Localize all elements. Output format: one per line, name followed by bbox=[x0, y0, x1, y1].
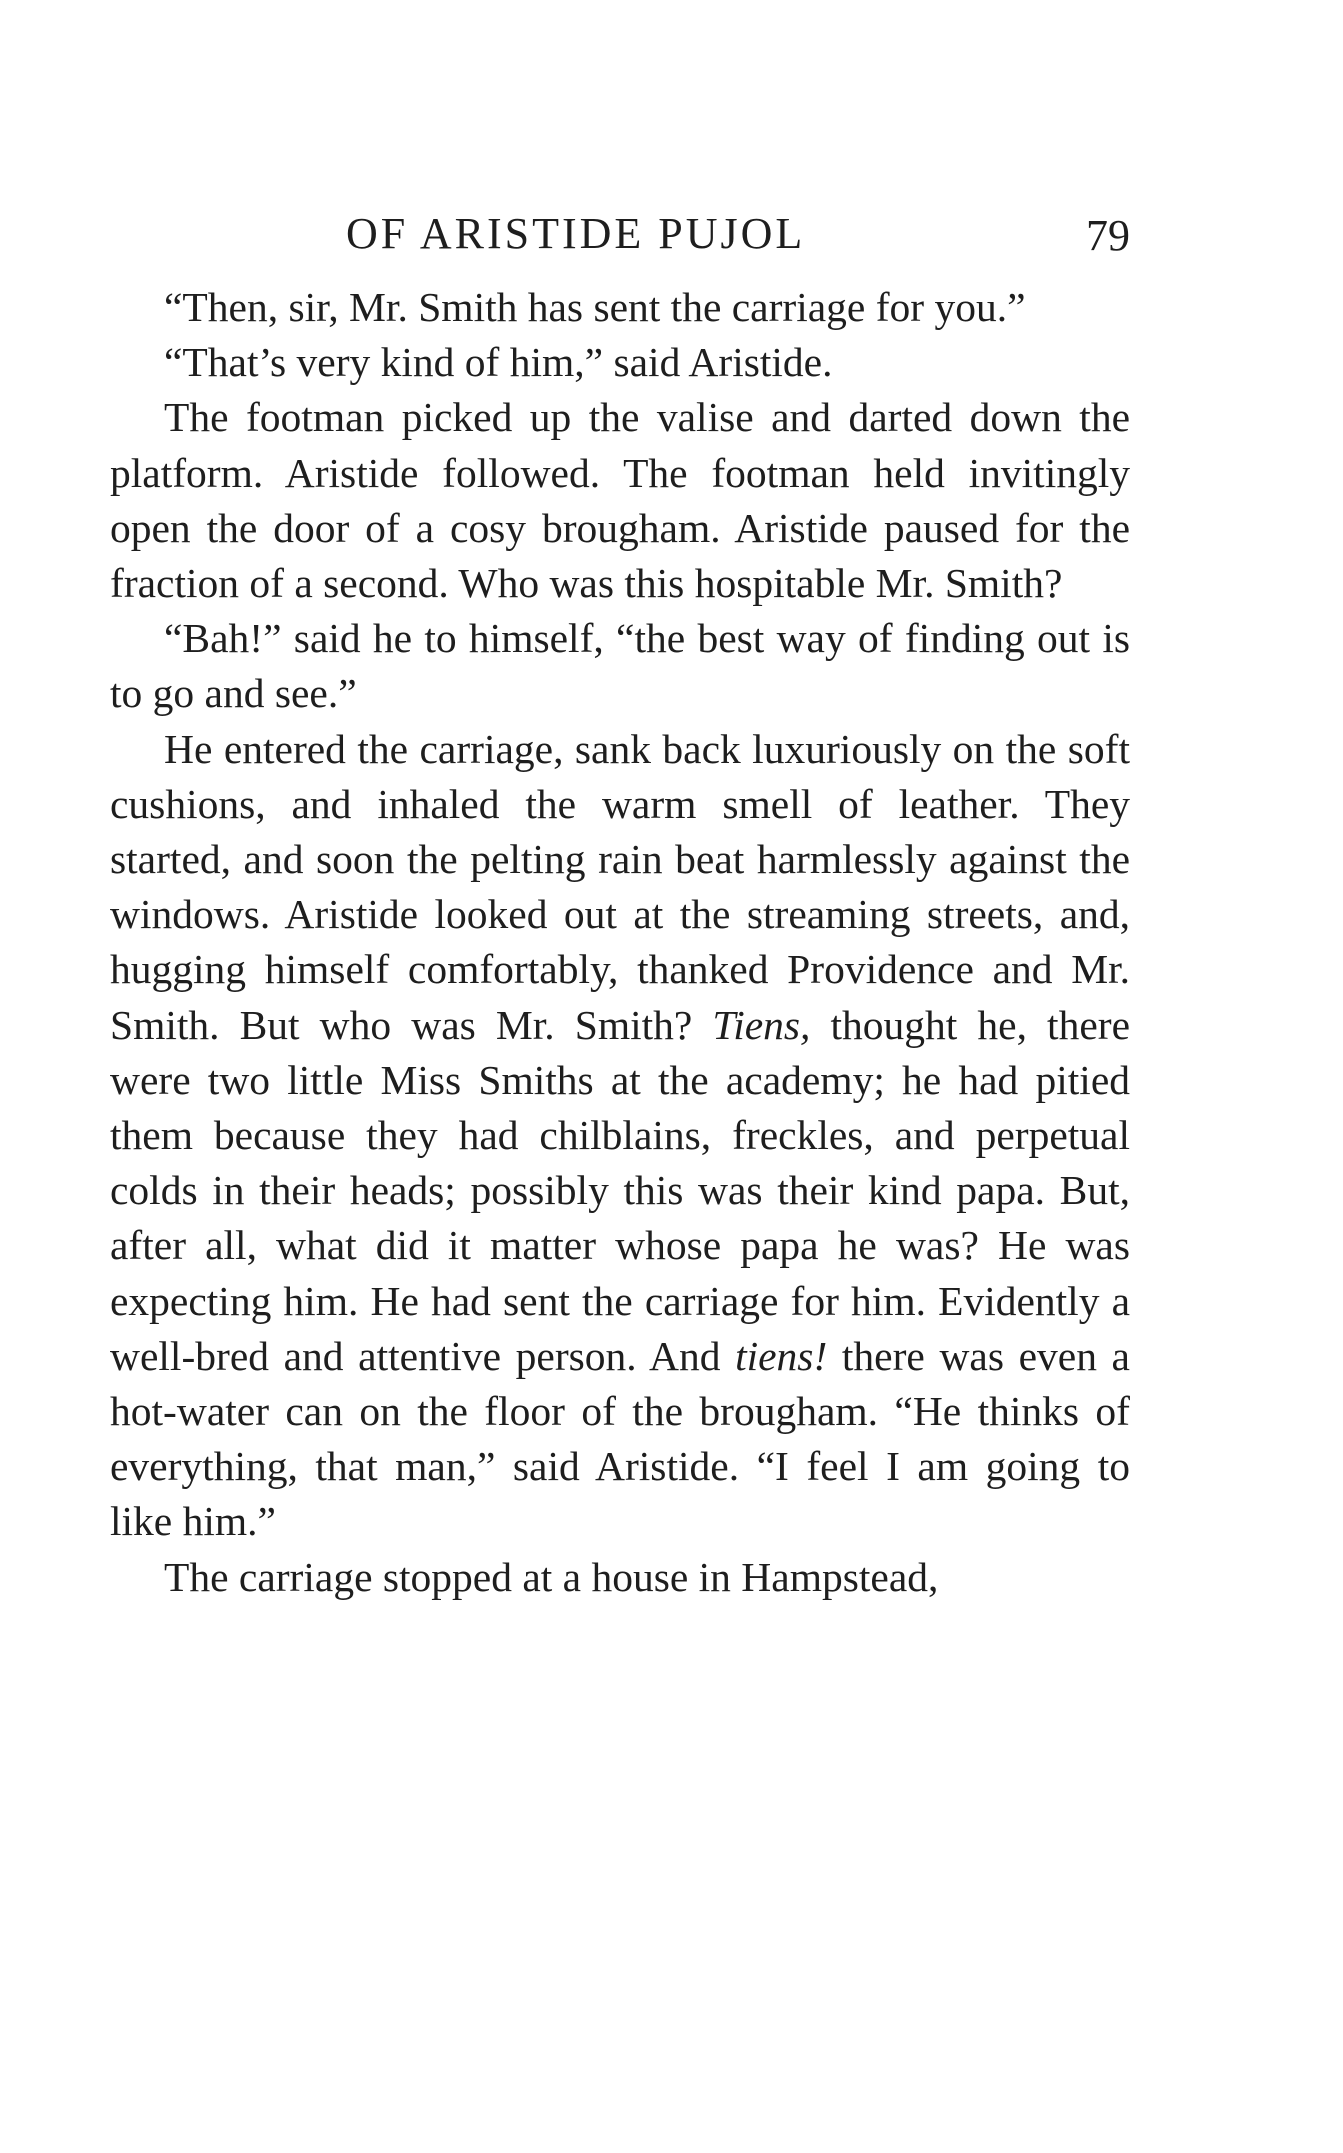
paragraph bbox=[110, 280, 1130, 335]
paragraph bbox=[110, 611, 1130, 721]
text-run: He entered the carriage, sank back luxuriously on the soft cushions, and inhaled the warm smell of leather. They started, and soon the pelting rain beat harmlessly against the windows. Aristide looked out at the streaming streets, and, hugging himself comfortably, thanked Providence and Mr. Smith. But who was Mr. Smith? bbox=[110, 725, 1130, 1048]
text-run: The footman picked up the valise and darted down the platform. Aristide followed. The footman held invitingly open the door of a cosy brougham. Aristide paused for the fraction of a second. Who was this hospitable Mr. Smith? bbox=[110, 394, 1130, 607]
text-run: there was even a hot-water can on the floor of the brougham. “He thinks of everything, that man,” said Aristide. “I feel I am going to like him.” bbox=[110, 1332, 1130, 1545]
italic-text: Tiens, bbox=[712, 1001, 811, 1048]
body-text bbox=[110, 280, 1130, 1605]
paragraph bbox=[110, 722, 1130, 1550]
text-run: The carriage stopped at a house in Hampstead, bbox=[164, 1553, 939, 1600]
italic-text: tiens! bbox=[735, 1332, 828, 1379]
paragraph bbox=[110, 390, 1130, 611]
text-run: “Then, sir, Mr. Smith has sent the carriage for you.” bbox=[164, 284, 1026, 330]
running-head bbox=[110, 200, 1130, 280]
paragraph bbox=[110, 1550, 1130, 1605]
text-run: “Bah!” said he to himself, “the best way of finding out is to go and see.” bbox=[110, 615, 1130, 717]
page-number: 79 bbox=[1086, 211, 1130, 260]
running-head-title: OF ARISTIDE PUJOL bbox=[346, 209, 806, 258]
book-page bbox=[110, 200, 1130, 1605]
text-run: thought he, there were two little Miss Smiths at the academy; he had pitied them because they had chilblains, freckles, and perpetual colds in their heads; possibly this was their kind papa. But, after all, what did it matter whose papa he was? He was expecting him. He had sent the carriage for him. Evidently a well-bred and attentive person. And bbox=[110, 1001, 1130, 1379]
text-run: “That’s very kind of him,” said Aristide. bbox=[164, 339, 833, 386]
paragraph bbox=[110, 335, 1130, 390]
